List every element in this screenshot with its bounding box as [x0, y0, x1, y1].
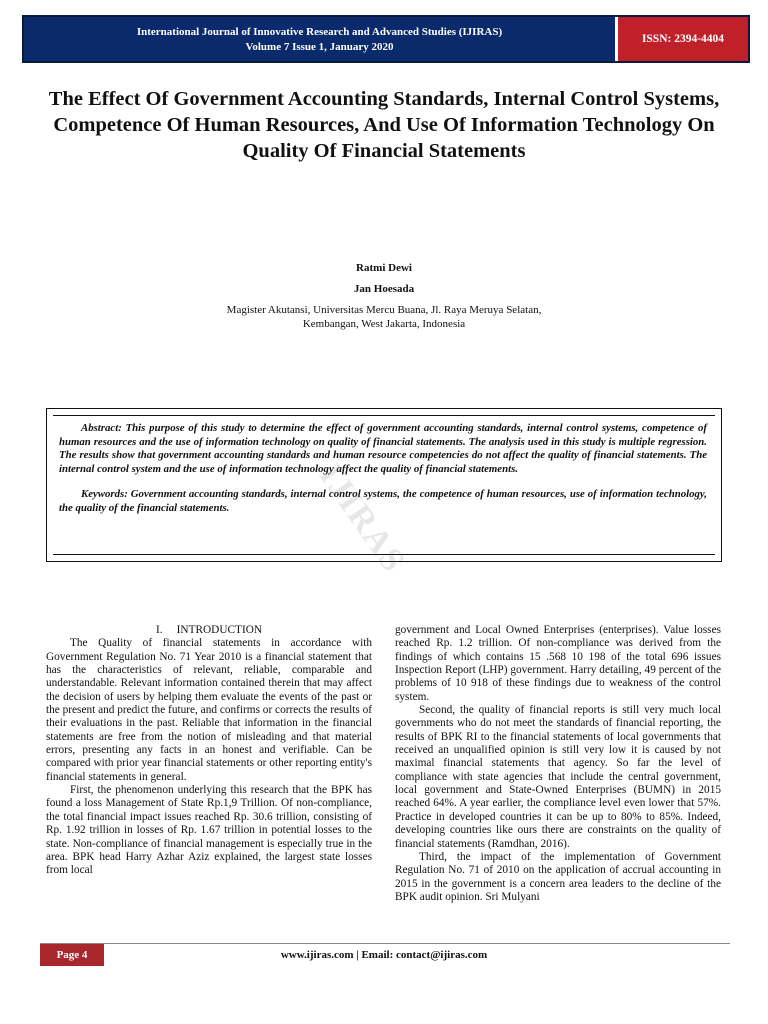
affiliation-line: Magister Akutansi, Universitas Mercu Buana, Jl. Raya Meruya Selatan,: [226, 304, 542, 316]
left-column: [46, 624, 372, 878]
abstract-text: Abstract: This purpose of this study to determine the effect of government accounting standards, internal control systems, competence of human resources and the use of information technology on quality of financial statements. The analysis used in this study is multiple regression. The results show that government accounting standards and human resource competencies do not affect the quality of financial statements. The internal control system and the use of information technology affect the quality of financial statements.: [59, 422, 707, 475]
footer-contact: www.ijiras.com | Email: contact@ijiras.com: [280, 949, 488, 961]
body-paragraph: The Quality of financial statements in accordance with Government Regulation No. 71 Year 2010 is a financial statement that has the characteristics of relevant, reliable, comparable and understandable. Relevant information contained therein that may affect the decision of users by helping them evaluate the events of the past or the present and predict the future, and confirms or corrects the results of their evaluations in the past. Reliable that information in the financial statements are free from the notion of misleading and that material errors, presenting any facts in an honest and verifiable. Can be compared with prior year financial statements or other reporting entity's financial statements in general.: [46, 637, 372, 783]
body-paragraph: Third, the impact of the implementation of Government Regulation No. 71 of 2010 on the application of accrual accounting in 2015 in the government is a concern area leaders to the decline of the BPK audit opinion. Sri Mulyani: [395, 850, 721, 903]
right-column: [395, 624, 721, 904]
body-paragraph: government and Local Owned Enterprises (enterprises). Value losses reached Rp. 1.2 trillion. Of non-compliance was derived from the findings of which contains 15 .568 10 198 of the total 696 issues Inspection Report (LHP) government. Harry detailing, 49 percent of the problems of 10 918 of these findings due to weakness of the control system.: [395, 624, 721, 703]
watermark: IJIRAS: [311, 457, 413, 580]
keywords-text: Keywords: Government accounting standards, internal control systems, the competence of human resources, use of information technology, the quality of the financial statements.: [59, 488, 707, 514]
journal-volume: Volume 7 Issue 1, January 2020: [245, 41, 394, 53]
footer-divider: [40, 943, 730, 944]
page-number: Page 4: [40, 944, 104, 966]
journal-header: [22, 15, 750, 63]
body-paragraph: Second, the quality of financial reports is still very much local governments who do not meet the standards of financial reporting, the results of BPK RI to the financial statements of local governments that received an unqualified opinion is still very low it is caused by not maximal financial statements that agency. So far the level of compliance with state agencies that include the central government, local government and State-Owned Enterprises (BUMN) in 2015 reached 64%. A year earlier, the compliance level even lower that 57%. Practice in developed countries it can be up to 80% to 85%. Indeed, developing countries like ours there are constraints on the quality of financial statements (Ramdhan, 2016).: [395, 704, 721, 850]
section-title: INTRODUCTION: [176, 624, 263, 636]
section-number: I.: [155, 624, 163, 636]
body-paragraph: First, the phenomenon underlying this research that the BPK has found a loss Management of State Rp.1,9 Trillion. Of non-compliance, the total financial impact issues reached Rp. 30.6 trillion, consisting of Rp. 1.92 trillion in losses of Rp. 1.67 trillion in potential losses to the state. Non-compliance of financial management is especially true in the area. BPK head Harry Azhar Aziz explained, the largest state losses from local: [46, 784, 372, 877]
author-name: Ratmi Dewi: [356, 262, 412, 274]
journal-info: [24, 17, 618, 61]
author-name: Jan Hoesada: [353, 283, 415, 295]
affiliation: [0, 303, 768, 331]
affiliation-line: Kembangan, West Jakarta, Indonesia: [302, 318, 466, 330]
issn-badge: ISSN: 2394-4404: [618, 17, 748, 61]
paper-title: The Effect Of Government Accounting Standards, Internal Control Systems, Competence Of Human Resources, And Use Of Information Technology On Quality Of Financial Statements: [48, 88, 720, 162]
section-heading: [46, 624, 372, 637]
journal-name: International Journal of Innovative Research and Advanced Studies (IJIRAS): [136, 26, 503, 38]
